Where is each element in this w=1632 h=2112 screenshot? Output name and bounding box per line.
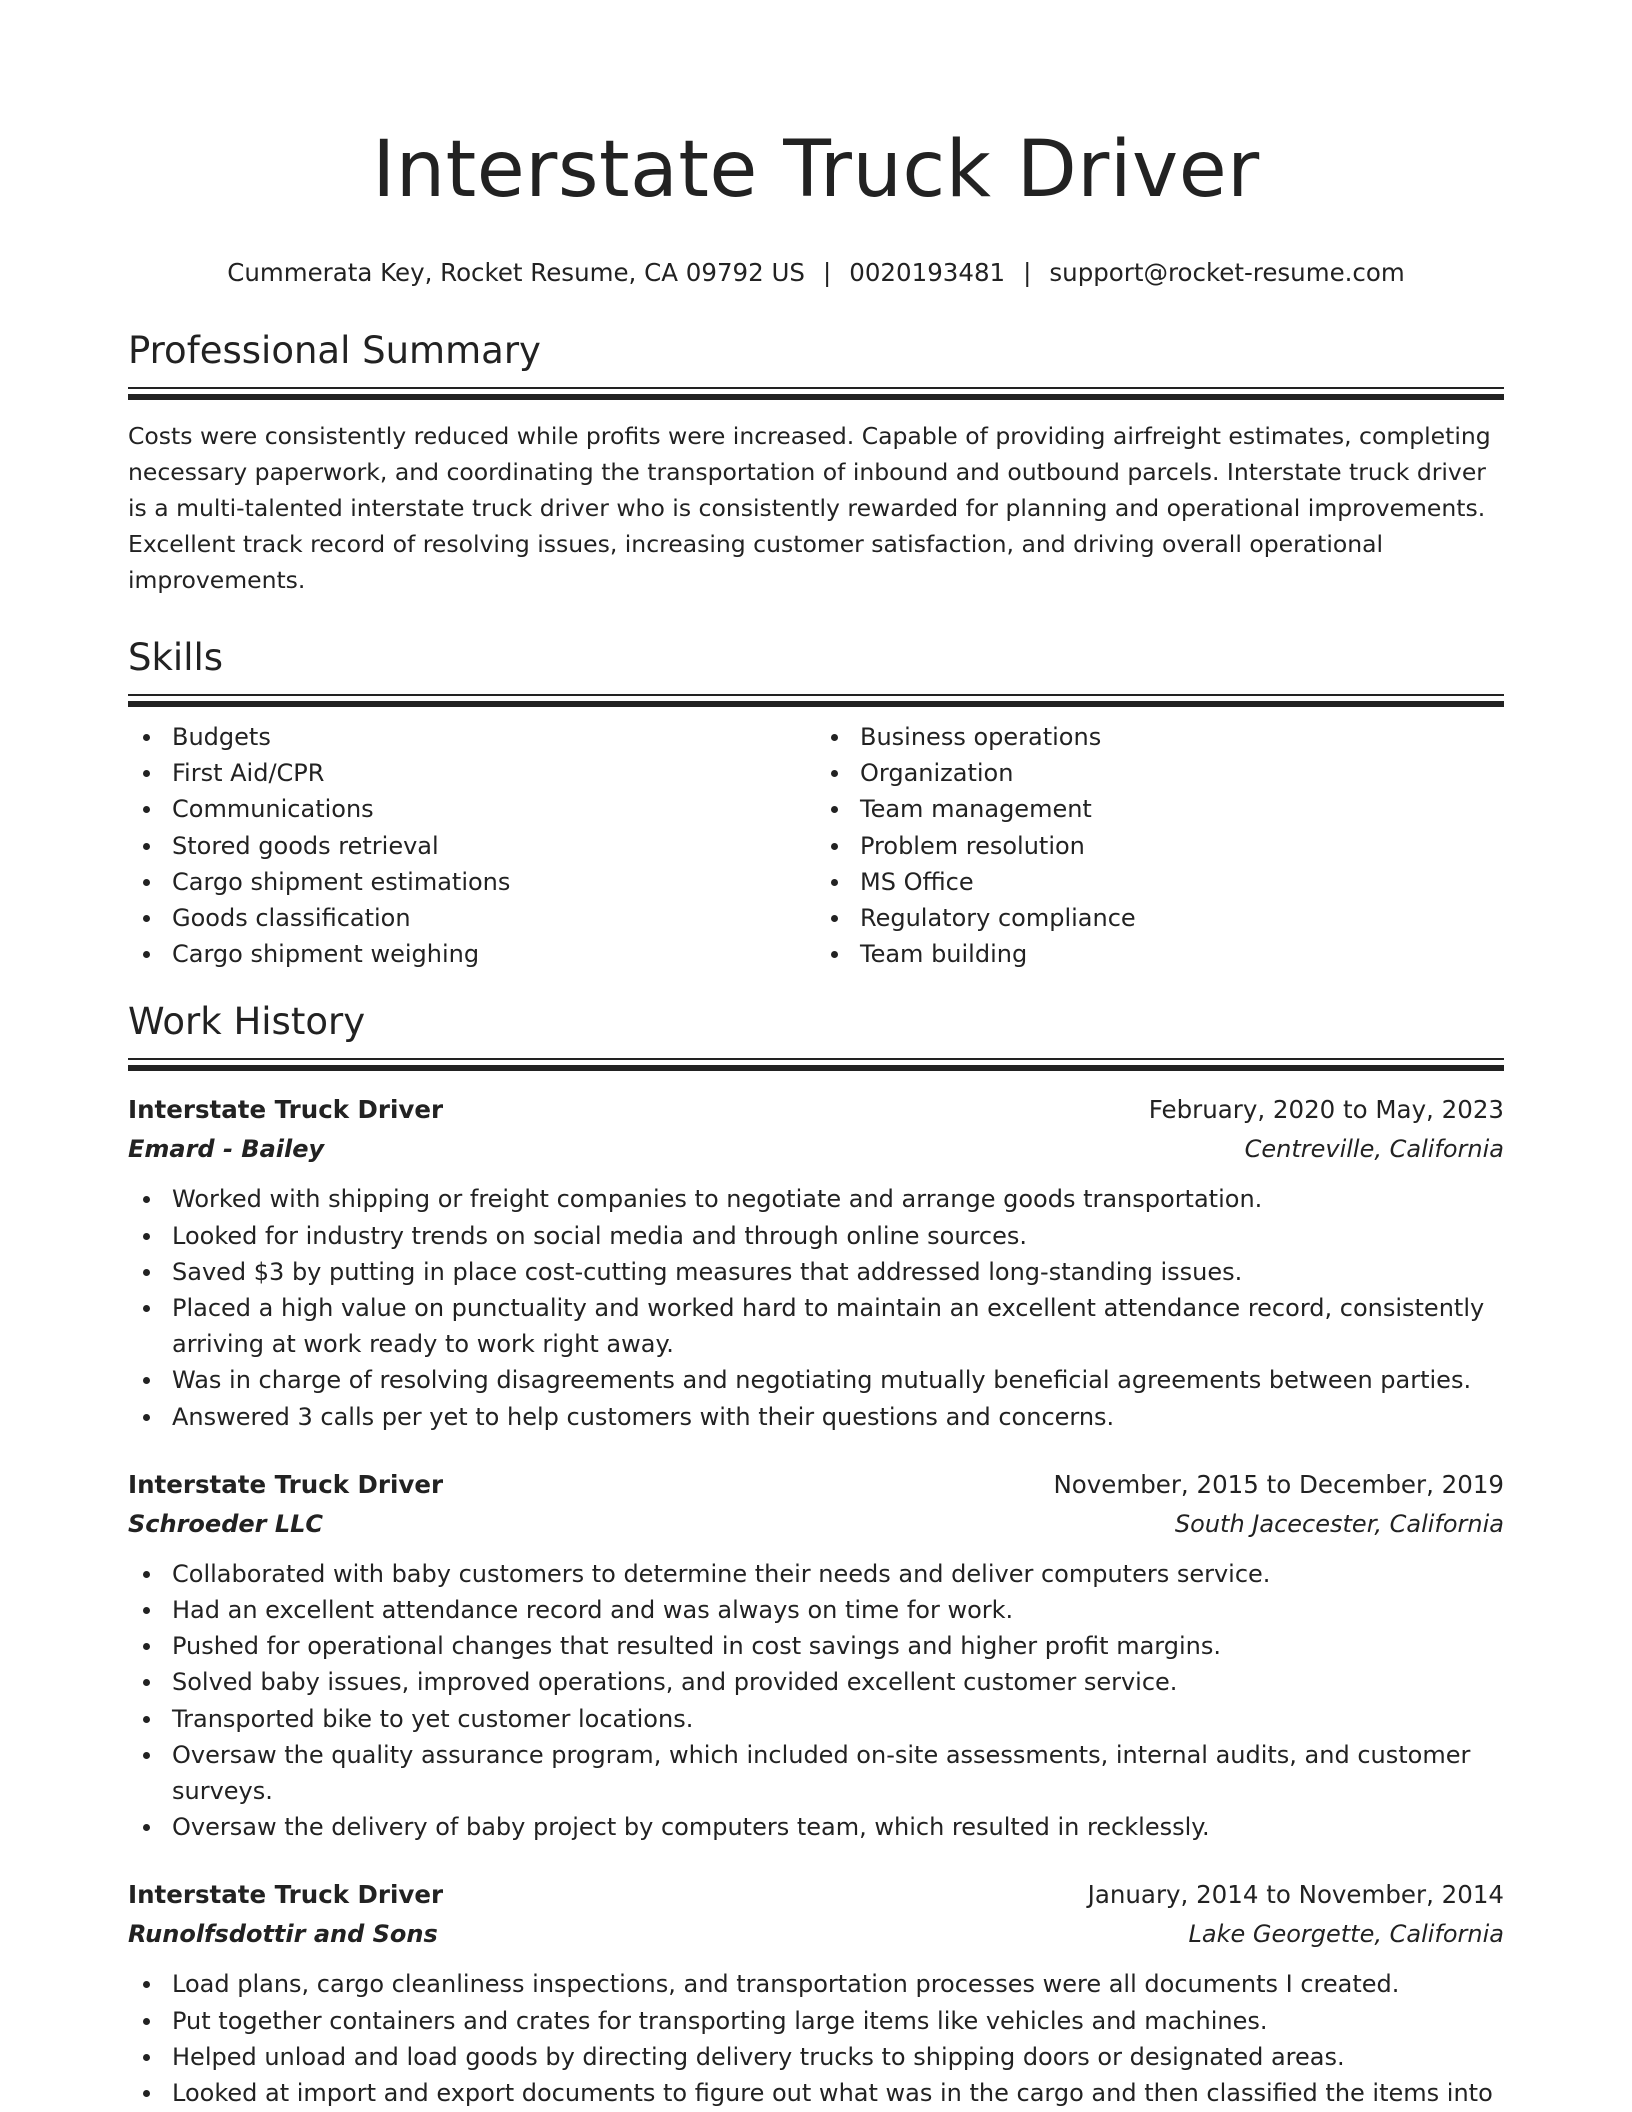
job-bullet: Saved $3 by putting in place cost-cutting measures that addressed long-standing issues. bbox=[172, 1254, 1504, 1290]
skill-item: Business operations bbox=[860, 719, 1504, 755]
job-title: Interstate Truck Driver bbox=[128, 1469, 444, 1499]
job-bullet: Helped unload and load goods by directing delivery trucks to shipping doors or designated areas. bbox=[172, 2039, 1504, 2075]
job-bullet-list bbox=[128, 1181, 1504, 1434]
contact-email: support@rocket-resume.com bbox=[1049, 258, 1405, 287]
job-entry bbox=[128, 1876, 1504, 2111]
job-entry bbox=[128, 1091, 1504, 1434]
job-bullet: Answered 3 calls per yet to help customers with their questions and concerns. bbox=[172, 1399, 1504, 1435]
summary-text: Costs were consistently reduced while profits were increased. Capable of providing airfreight estimates, completing necessary paperwork, and coordinating the transportation of inbound and outbound parcels. Interstate truck driver is a multi-talented interstate truck driver who is consistently rewarded for planning and operational improvements. Excellent track record of resolving issues, increasing customer satisfaction, and driving overall operational improvements. bbox=[128, 422, 1491, 594]
skill-item: Organization bbox=[860, 755, 1504, 791]
skills-heading: Skills bbox=[128, 636, 224, 679]
job-bullet: Put together containers and crates for transporting large items like vehicles and machines. bbox=[172, 2003, 1504, 2039]
contact-phone: 0020193481 bbox=[849, 258, 1006, 287]
job-bullet: Had an excellent attendance record and was always on time for work. bbox=[172, 1592, 1504, 1628]
job-company-row bbox=[128, 1504, 1504, 1544]
job-bullet: Worked with shipping or freight companies to negotiate and arrange goods transportation. bbox=[172, 1181, 1504, 1217]
job-bullet: Transported bike to yet customer locations. bbox=[172, 1701, 1504, 1737]
section-divider bbox=[128, 1058, 1504, 1071]
job-dates: November, 2015 to December, 2019 bbox=[1053, 1469, 1504, 1499]
job-bullet: Looked at import and export documents to figure out what was in the cargo and then classified the items into bbox=[172, 2075, 1504, 2111]
summary-section bbox=[128, 327, 1504, 598]
skill-item: Budgets bbox=[172, 719, 816, 755]
job-bullet: Oversaw the delivery of baby project by computers team, which resulted in recklessly. bbox=[172, 1809, 1504, 1845]
job-bullet: Pushed for operational changes that resulted in cost savings and higher profit margins. bbox=[172, 1628, 1504, 1664]
job-dates: February, 2020 to May, 2023 bbox=[1148, 1095, 1504, 1125]
job-dates: January, 2014 to November, 2014 bbox=[1087, 1880, 1504, 1910]
job-header-row bbox=[128, 1091, 1504, 1129]
skill-item: Cargo shipment estimations bbox=[172, 864, 816, 900]
skill-item: Problem resolution bbox=[860, 828, 1504, 864]
skills-section bbox=[128, 634, 1504, 972]
skill-item: Communications bbox=[172, 791, 816, 827]
work-history-heading: Work History bbox=[128, 1000, 366, 1044]
job-bullet: Solved baby issues, improved operations, and provided excellent customer service. bbox=[172, 1664, 1504, 1700]
job-location: Centreville, California bbox=[1244, 1135, 1504, 1164]
job-company: Emard - Bailey bbox=[128, 1135, 325, 1164]
skill-item: Goods classification bbox=[172, 900, 816, 936]
skill-item: Team building bbox=[860, 936, 1504, 972]
job-bullet: Collaborated with baby customers to determine their needs and deliver computers service. bbox=[172, 1556, 1504, 1592]
job-bullet: Load plans, cargo cleanliness inspections, and transportation processes were all documents I created. bbox=[172, 1966, 1504, 2002]
job-bullet: Oversaw the quality assurance program, which included on-site assessments, internal audits, and customer surveys. bbox=[172, 1737, 1504, 1809]
job-title: Interstate Truck Driver bbox=[128, 1095, 444, 1125]
job-bullet-list bbox=[128, 1556, 1504, 1846]
job-company-row bbox=[128, 1129, 1504, 1169]
skill-item: Cargo shipment weighing bbox=[172, 936, 816, 972]
job-bullet: Placed a high value on punctuality and worked hard to maintain an excellent attendance record, consistently arriving at work ready to work right away. bbox=[172, 1290, 1504, 1362]
skill-item: Regulatory compliance bbox=[860, 900, 1504, 936]
skills-list-right bbox=[816, 719, 1504, 972]
job-company: Runolfsdottir and Sons bbox=[128, 1920, 438, 1949]
skill-item: MS Office bbox=[860, 864, 1504, 900]
contact-address: Cummerata Key, Rocket Resume, CA 09792 US bbox=[227, 258, 805, 287]
job-header-row bbox=[128, 1466, 1504, 1504]
skill-item: Stored goods retrieval bbox=[172, 828, 816, 864]
job-title: Interstate Truck Driver bbox=[128, 1880, 444, 1910]
job-header-row bbox=[128, 1876, 1504, 1914]
job-company-row bbox=[128, 1914, 1504, 1954]
skills-list-left bbox=[128, 719, 816, 972]
job-bullet-list bbox=[128, 1966, 1504, 2111]
job-entry bbox=[128, 1466, 1504, 1846]
contact-separator: | bbox=[822, 258, 832, 287]
resume-name: Interstate Truck Driver bbox=[372, 125, 1260, 215]
section-divider bbox=[128, 694, 1504, 707]
skill-item: First Aid/CPR bbox=[172, 755, 816, 791]
skill-item: Team management bbox=[860, 791, 1504, 827]
job-bullet: Looked for industry trends on social media and through online sources. bbox=[172, 1218, 1504, 1254]
section-divider bbox=[128, 387, 1504, 400]
job-location: Lake Georgette, California bbox=[1188, 1920, 1504, 1949]
contact-line bbox=[128, 256, 1504, 290]
job-location: South Jacecester, California bbox=[1174, 1509, 1504, 1538]
summary-heading: Professional Summary bbox=[128, 329, 541, 372]
job-list bbox=[128, 1091, 1504, 2111]
job-bullet: Was in charge of resolving disagreements and negotiating mutually beneficial agreements between parties. bbox=[172, 1362, 1504, 1398]
work-history-section bbox=[128, 998, 1504, 2111]
contact-separator: | bbox=[1023, 258, 1032, 287]
job-company: Schroeder LLC bbox=[128, 1509, 324, 1538]
skills-columns bbox=[128, 719, 1504, 972]
